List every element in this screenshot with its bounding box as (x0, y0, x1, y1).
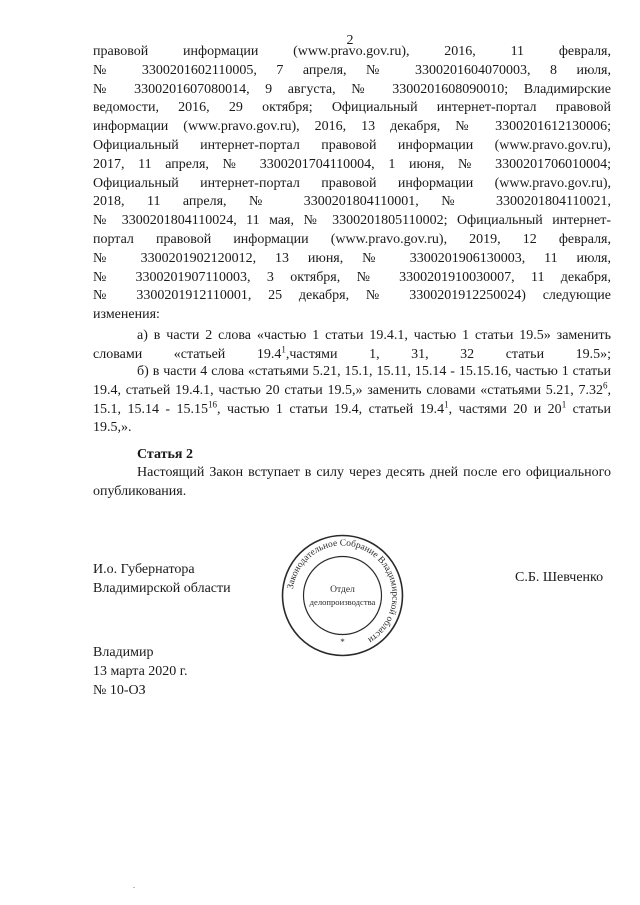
document-footer (93, 644, 187, 700)
stamp-ring-text: Законодательное Собрание Владимирской области (285, 538, 400, 645)
stamp-center-text: делопроизводства (309, 597, 376, 607)
text-line: № 3300201902120012, 13 июня, № 3300201906130003, 11 июля, (93, 250, 611, 266)
document-date: 13 марта 2020 г. (93, 663, 188, 679)
text-line: № 3300201912110001, 25 декабря, № 3300201912250024) следующие (93, 288, 611, 304)
signatory-title-line: Владимирской области (93, 580, 231, 596)
text-line: ведомости, 2016, 29 октября; Официальный интернет-портал правовой (93, 100, 611, 116)
document-number: № 10-ОЗ (93, 682, 146, 698)
text-line: Официальный интернет-портал правовой информации (www.pravo.gov.ru), (93, 137, 611, 153)
superscript: 1 (561, 398, 567, 409)
text-line: информации (www.pravo.gov.ru), 2016, 13 декабря, № 3300201612130006; (93, 119, 611, 135)
stamp-center-text: Отдел (330, 585, 355, 595)
scan-speck: . (133, 881, 135, 890)
text-line: № 3300201602110005, 7 апреля, № 3300201604070003, 8 июля, (93, 62, 611, 78)
text-line: Официальный интернет-портал правовой информации (www.pravo.gov.ru), (93, 175, 611, 191)
item-b-text: , частью 1 статьи 19.4, статьей 19.4 (217, 401, 445, 417)
text-line: 2017, 11 апреля, № 3300201704110004, 1 июня, № 3300201706010004; (93, 156, 611, 172)
page-number: 2 (346, 33, 354, 48)
signatory-title (93, 561, 231, 599)
superscript: 1 (281, 344, 286, 355)
text-line: 2018, 11 апреля, № 3300201804110001, № 3300201804110021, (93, 194, 611, 210)
item-a-text: а) в части 2 слова «частью 1 статьи 19.4.1, частью 1 статьи 19.5» заменить словами «статьей 19.4 (93, 328, 611, 362)
amendment-item-b (93, 363, 611, 438)
signatory-name: С.Б. Шевченко (515, 570, 604, 585)
article-2-heading: Статья 2 (137, 447, 193, 462)
item-b-text: б) в части 4 слова «статьями 5.21, 15.1, 15.11, 15.14 - 15.15.16, частью 1 статьи 19.4, статьей 19.4.1, частью 20 статьи 19.5,» заменить словами «статьями 5.21, 7.32 (93, 364, 611, 398)
article-2-body: Настоящий Закон вступает в силу через десять дней после его официального опубликования. (93, 465, 611, 499)
text-line: изменения: (93, 307, 160, 323)
city: Владимир (93, 645, 154, 660)
text-line: № 3300201907110003, 3 октября, № 3300201910030007, 11 декабря, (93, 269, 611, 285)
text-line: № 3300201804110024, 11 мая, № 3300201805110002; Официальный интернет- (93, 213, 611, 229)
stamp-star-icon: * (340, 637, 345, 647)
text-line: портал правовой информации (www.pravo.gov.ru), 2019, 12 февраля, (93, 231, 611, 247)
amendment-sources-paragraph (93, 43, 611, 325)
signatory-title-line: И.о. Губернатора (93, 562, 195, 577)
superscript: 6 (603, 380, 608, 391)
text-line: правовой информации (www.pravo.gov.ru), 2016, 11 февраля, (93, 44, 611, 59)
item-a-text: ,частями 1, 31, 32 статьи 19.5»; (285, 346, 611, 362)
item-b-text: , частями 20 и 20 (448, 401, 562, 417)
text-line: № 3300201607080014, 9 августа, № 3300201608090010; Владимирские (93, 81, 611, 97)
item-b-text: статьи 19.5,». (93, 401, 611, 436)
amendment-item-a (93, 327, 611, 365)
superscript: 16 (208, 398, 218, 409)
stamp-inner-ring (304, 557, 382, 635)
item-b-text: , 15.1, 15.14 - 15.15 (93, 382, 611, 417)
official-seal-stamp (280, 533, 405, 658)
superscript: 1 (444, 398, 449, 409)
